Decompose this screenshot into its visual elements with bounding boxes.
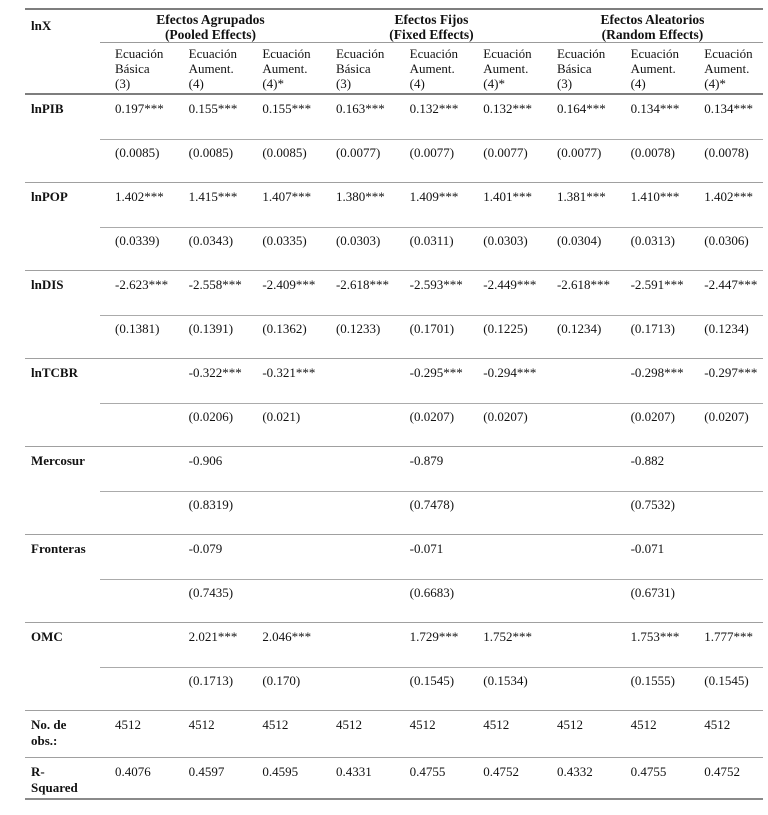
coefficient-cell [247, 541, 321, 579]
coefficient-cell [468, 541, 542, 579]
stderr-cell [247, 585, 321, 622]
stderr-cell: (0.1391) [188, 321, 234, 336]
summary-row [25, 758, 763, 798]
stderr-cell: (0.0077) [409, 145, 455, 160]
document-page [0, 8, 768, 800]
column-header [100, 43, 174, 93]
stderr-cell: (0.0077) [335, 145, 381, 160]
stderr-cell: (0.0207) [483, 409, 528, 424]
stderr-cell: (0.0207) [409, 409, 455, 424]
stderr-cell [321, 673, 395, 710]
stderr-cell: (0.0313) [630, 233, 676, 248]
coefficient-cell: 2.021*** [188, 629, 238, 644]
group-header [100, 10, 321, 42]
stderr-cell: (0.1534) [483, 673, 528, 688]
column-header-line: Básica [115, 61, 150, 76]
column-header-line: (4) [409, 76, 425, 91]
group-title: Efectos Aleatorios [600, 12, 705, 27]
stderr-row [100, 140, 763, 182]
coefficient-cell: 0.155*** [188, 101, 238, 116]
column-header-line: Aument. [630, 61, 676, 76]
coefficient-cell [247, 453, 321, 491]
column-header-line: Ecuación [115, 46, 164, 61]
stderr-cell: (0.6683) [409, 585, 455, 600]
row-label: lnTCBR [31, 365, 78, 380]
stderr-cell [689, 585, 763, 622]
stderr-cell [100, 409, 174, 446]
row-data [100, 271, 763, 358]
stderr-cell: (0.0078) [704, 145, 749, 160]
column-header [321, 43, 395, 93]
summary-cell: 4512 [115, 717, 141, 732]
stderr-cell [321, 585, 395, 622]
group-header [321, 10, 542, 42]
coefficient-cell: 0.134*** [704, 101, 753, 116]
summary-cell: 4512 [262, 717, 289, 732]
stderr-cell: (0.1233) [335, 321, 381, 336]
row-label: Mercosur [31, 453, 85, 468]
stderr-cell [321, 497, 395, 534]
row-label: lnDIS [31, 277, 64, 292]
variable-row [25, 359, 763, 447]
coefficient-cell: 1.410*** [630, 189, 680, 204]
stderr-cell: (0.0335) [262, 233, 307, 248]
row-data [100, 447, 763, 534]
stderr-cell: (0.0311) [409, 233, 454, 248]
stderr-cell: (0.1701) [409, 321, 455, 336]
coefficient-cell: 0.134*** [630, 101, 680, 116]
coefficient-cell: -2.618*** [335, 277, 390, 292]
corner-label: lnX [31, 18, 52, 33]
summary-cell: 4512 [704, 717, 731, 732]
regression-table [25, 8, 763, 800]
stderr-cell: (0.0207) [704, 409, 749, 424]
coefficient-cell [100, 365, 174, 403]
stderr-cell: (0.0085) [115, 145, 160, 160]
table-bottom-rule [25, 798, 763, 800]
coefficient-cell [689, 541, 763, 579]
stderr-cell: (0.1381) [115, 321, 160, 336]
coefficient-cell: -0.079 [188, 541, 223, 556]
column-header-line: Aument. [188, 61, 234, 76]
coefficient-cell [468, 453, 542, 491]
coefficient-cell [321, 541, 395, 579]
column-header-line: (3) [335, 76, 352, 91]
stderr-cell [247, 497, 321, 534]
column-header-line: (3) [556, 76, 573, 91]
coefficient-cell: -2.618*** [556, 277, 611, 292]
coefficient-cell: -2.447*** [704, 277, 758, 292]
coefficient-row [100, 535, 763, 579]
summary-cell: 4512 [630, 717, 657, 732]
group-header [542, 10, 763, 42]
stderr-cell: (0.7435) [188, 585, 234, 600]
column-header-row [100, 43, 763, 93]
row-label: lnPOP [31, 189, 68, 204]
stderr-cell: (0.8319) [188, 497, 234, 512]
coefficient-cell: 0.132*** [483, 101, 533, 116]
stderr-cell: (0.0085) [262, 145, 307, 160]
coefficient-cell [321, 365, 395, 403]
summary-label: R-Squared [31, 764, 78, 795]
coefficient-row [100, 447, 763, 491]
row-data [100, 95, 763, 182]
column-header [542, 43, 616, 93]
coefficient-cell [321, 629, 395, 667]
stderr-row [100, 492, 763, 534]
stderr-cell [542, 497, 616, 534]
summary-cell: 4512 [335, 717, 362, 732]
coefficient-row [100, 359, 763, 403]
coefficient-cell: -2.623*** [115, 277, 169, 292]
coefficient-cell: 1.409*** [409, 189, 459, 204]
column-header-line: Ecuación [409, 46, 458, 61]
column-header-line: Aument. [409, 61, 455, 76]
stderr-cell: (0.0077) [483, 145, 528, 160]
stderr-cell: (0.0339) [115, 233, 160, 248]
column-header-line: (3) [115, 76, 131, 91]
group-subtitle: (Random Effects) [601, 27, 704, 42]
stderr-cell: (0.0303) [335, 233, 381, 248]
summary-cell: 0.4752 [704, 764, 740, 779]
column-header-line: Aument. [704, 61, 750, 76]
stderr-cell: (0.7532) [630, 497, 676, 512]
coefficient-cell: 0.155*** [262, 101, 312, 116]
stderr-cell: (0.1234) [556, 321, 602, 336]
coefficient-cell: 0.163*** [335, 101, 385, 116]
group-subtitle: (Fixed Effects) [389, 27, 474, 42]
column-header-line: (4) [188, 76, 204, 91]
stderr-cell: (0.7478) [409, 497, 455, 512]
stderr-row [100, 404, 763, 446]
stderr-cell [542, 409, 616, 446]
stderr-cell [468, 497, 542, 534]
stderr-cell [321, 409, 395, 446]
coefficient-cell: -0.294*** [483, 365, 537, 380]
coefficient-cell: -0.298*** [630, 365, 684, 380]
summary-cell: 0.4755 [630, 764, 667, 779]
summary-cell: 4512 [409, 717, 436, 732]
group-header-row [100, 10, 763, 42]
stderr-cell: (0.1362) [262, 321, 307, 336]
coefficient-cell: 1.381*** [556, 189, 606, 204]
coefficient-cell [689, 453, 763, 491]
summary-cell: 4512 [556, 717, 583, 732]
stderr-cell: (0.1545) [409, 673, 455, 688]
coefficient-cell [100, 453, 174, 491]
column-header-line: Ecuación [262, 46, 311, 61]
summary-cell: 0.4752 [483, 764, 520, 779]
stderr-cell: (0.1234) [704, 321, 749, 336]
summary-cell: 0.4331 [335, 764, 372, 779]
table-header [25, 10, 763, 93]
stderr-row [100, 580, 763, 622]
coefficient-cell: -0.322*** [188, 365, 242, 380]
stderr-cell [689, 497, 763, 534]
coefficient-cell: 1.777*** [704, 629, 753, 644]
stderr-cell: (0.1225) [483, 321, 528, 336]
column-header [468, 43, 542, 93]
coefficient-cell [542, 629, 616, 667]
stderr-cell: (0.0078) [630, 145, 676, 160]
column-header-line: Aument. [483, 61, 529, 76]
summary-cell: 4512 [483, 717, 510, 732]
coefficient-cell: 1.402*** [704, 189, 753, 204]
coefficient-cell [100, 541, 174, 579]
coefficient-cell [542, 541, 616, 579]
coefficient-cell: -2.591*** [630, 277, 684, 292]
coefficient-cell: -0.882 [630, 453, 665, 468]
stderr-cell: (0.0077) [556, 145, 602, 160]
coefficient-cell [100, 629, 174, 667]
stderr-cell [100, 497, 174, 534]
stderr-cell [100, 673, 174, 710]
coefficient-cell: -0.297*** [704, 365, 758, 380]
stderr-cell: (0.170) [262, 673, 301, 688]
column-header-line: Ecuación [188, 46, 238, 61]
coefficient-cell: 0.132*** [409, 101, 459, 116]
variable-row [25, 535, 763, 623]
column-header [247, 43, 321, 93]
summary-label: No. de obs.: [31, 717, 67, 748]
coefficient-cell: -0.071 [409, 541, 444, 556]
stderr-cell: (0.0207) [630, 409, 676, 424]
summary-cell: 0.4595 [262, 764, 299, 779]
column-header-line: (4) [630, 76, 646, 91]
stderr-cell: (0.0304) [556, 233, 602, 248]
coefficient-cell: -0.295*** [409, 365, 463, 380]
coefficient-cell: -2.558*** [188, 277, 242, 292]
coefficient-cell: 2.046*** [262, 629, 312, 644]
row-data [100, 535, 763, 622]
row-data [100, 359, 763, 446]
coefficient-cell: 0.197*** [115, 101, 164, 116]
column-header [616, 43, 690, 93]
stderr-cell: (0.1713) [630, 321, 676, 336]
coefficient-cell: 1.407*** [262, 189, 312, 204]
stderr-cell [468, 585, 542, 622]
stderr-cell: (0.021) [262, 409, 301, 424]
variable-row [25, 271, 763, 359]
column-header-line: Aument. [262, 61, 308, 76]
summary-cell: 0.4597 [188, 764, 225, 779]
coefficient-row [100, 183, 763, 227]
stderr-cell: (0.0206) [188, 409, 234, 424]
coefficient-row [100, 271, 763, 315]
column-header [395, 43, 469, 93]
stderr-row [100, 228, 763, 270]
column-header-line: Ecuación [704, 46, 753, 61]
coefficient-cell: 1.401*** [483, 189, 533, 204]
stderr-cell [100, 585, 174, 622]
row-data [100, 623, 763, 710]
coefficient-cell: -2.593*** [409, 277, 463, 292]
group-title: Efectos Fijos [394, 12, 469, 27]
summary-cell: 0.4332 [556, 764, 593, 779]
stderr-row [100, 668, 763, 710]
coefficient-cell: 1.402*** [115, 189, 164, 204]
coefficient-row [100, 95, 763, 139]
coefficient-cell: 1.753*** [630, 629, 680, 644]
stderr-cell: (0.0085) [188, 145, 234, 160]
stderr-cell: (0.0343) [188, 233, 234, 248]
column-header-line: Básica [556, 61, 592, 76]
group-title: Efectos Agrupados [156, 12, 265, 27]
coefficient-cell: 1.752*** [483, 629, 533, 644]
column-header-line: (4)* [483, 76, 505, 91]
summary-cell: 0.4076 [115, 764, 151, 779]
stderr-cell: (0.1545) [704, 673, 749, 688]
column-header-line: Ecuación [335, 46, 385, 61]
stderr-cell [542, 673, 616, 710]
stderr-cell: (0.6731) [630, 585, 676, 600]
coefficient-cell: -0.321*** [262, 365, 316, 380]
column-header [689, 43, 763, 93]
stderr-cell: (0.0306) [704, 233, 749, 248]
variable-row [25, 447, 763, 535]
column-header-line: Ecuación [556, 46, 606, 61]
row-label: OMC [31, 629, 63, 644]
coefficient-cell: 0.164*** [556, 101, 606, 116]
column-header-line: (4)* [262, 76, 284, 91]
group-subtitle: (Pooled Effects) [164, 27, 257, 42]
coefficient-cell: -2.449*** [483, 277, 537, 292]
coefficient-cell: 1.380*** [335, 189, 385, 204]
stderr-cell: (0.0303) [483, 233, 528, 248]
stderr-row [100, 316, 763, 358]
column-header-line: (4)* [704, 76, 726, 91]
variable-row [25, 623, 763, 711]
coefficient-cell: 1.729*** [409, 629, 459, 644]
stderr-cell: (0.1555) [630, 673, 676, 688]
row-label: lnPIB [31, 101, 64, 116]
summary-values [100, 758, 763, 798]
summary-row [25, 711, 763, 758]
table-body [25, 95, 763, 798]
column-header-line: Básica [335, 61, 371, 76]
variable-row [25, 95, 763, 183]
coefficient-cell: -0.906 [188, 453, 223, 468]
coefficient-row [100, 623, 763, 667]
stderr-cell: (0.1713) [188, 673, 234, 688]
coefficient-cell [321, 453, 395, 491]
coefficient-cell [542, 453, 616, 491]
row-label: Fronteras [31, 541, 86, 556]
coefficient-cell: -0.071 [630, 541, 665, 556]
column-header-line: Ecuación [630, 46, 679, 61]
coefficient-cell: -0.879 [409, 453, 444, 468]
variable-row [25, 183, 763, 271]
row-data [100, 183, 763, 270]
column-header-line: Ecuación [483, 46, 532, 61]
summary-values [100, 711, 763, 757]
coefficient-cell: -2.409*** [262, 277, 316, 292]
summary-cell: 0.4755 [409, 764, 446, 779]
coefficient-cell: 1.415*** [188, 189, 238, 204]
summary-cell: 4512 [188, 717, 215, 732]
header-columns [100, 10, 763, 93]
stderr-cell [542, 585, 616, 622]
coefficient-cell [542, 365, 616, 403]
column-header [174, 43, 248, 93]
